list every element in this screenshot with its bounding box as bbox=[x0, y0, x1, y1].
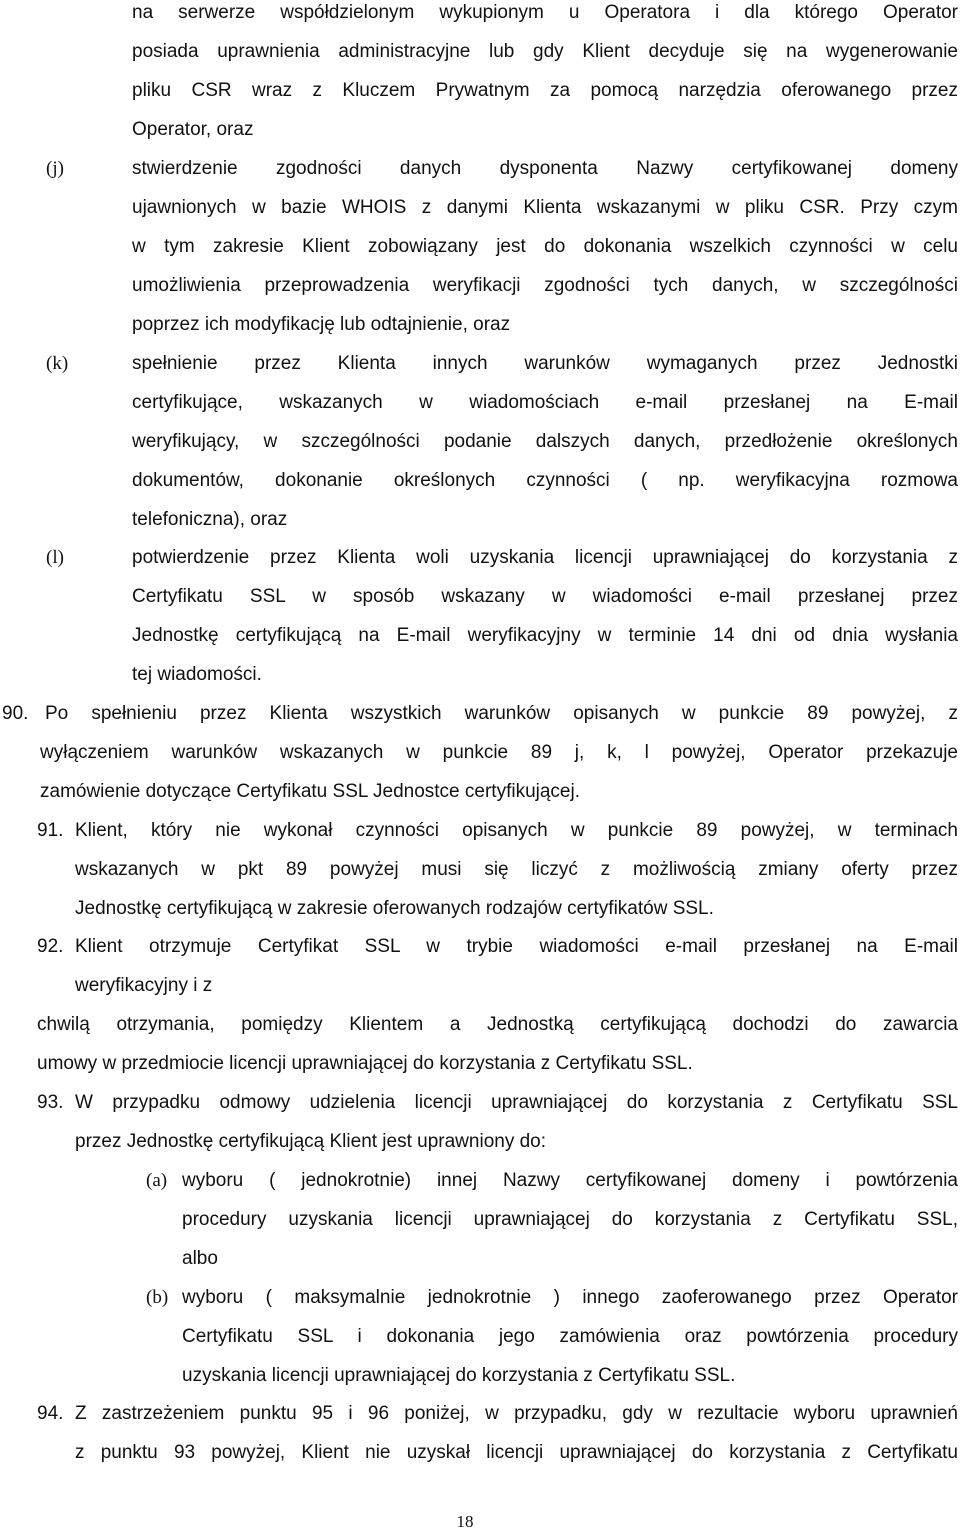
item-label-k: (k) bbox=[46, 353, 69, 374]
text-line: na serwerze współdzielonym wykupionym u Operatora i dla którego Operator bbox=[132, 2, 958, 23]
text-line: z punktu 93 powyżej, Klient nie uzyskał licencji uprawniającej do korzystania z Certyfikatu bbox=[75, 1442, 958, 1463]
text-line: Jednostkę certyfikującą na E-mail weryfikacyjny w terminie 14 dni od dnia wysłania bbox=[132, 625, 958, 646]
text-line: W przypadku odmowy udzielenia licencji uprawniającej do korzystania z Certyfikatu SSL bbox=[75, 1092, 958, 1113]
text-line: poprzez ich modyfikację lub odtajnienie, oraz bbox=[132, 314, 511, 335]
item-label-a: (a) bbox=[146, 1170, 168, 1191]
text-line: w tym zakresie Klient zobowiązany jest do dokonania wszelkich czynności w celu bbox=[132, 236, 958, 257]
text-line: dokumentów, dokonanie określonych czynności ( np. weryfikacyjna rozmowa bbox=[132, 470, 958, 491]
text-line: wskazanych w pkt 89 powyżej musi się liczyć z możliwością zmiany oferty przez bbox=[75, 859, 958, 880]
page-number: 18 bbox=[456, 1512, 474, 1531]
text-line: Klient otrzymuje Certyfikat SSL w trybie wiadomości e-mail przesłanej na E-mail bbox=[75, 936, 958, 957]
text-line: Z zastrzeżeniem punktu 95 i 96 poniżej, w przypadku, gdy w rezultacie wyboru uprawnień bbox=[75, 1403, 958, 1424]
text-line: certyfikujące, wskazanych w wiadomościach e-mail przesłanej na E-mail bbox=[132, 392, 958, 413]
item-label-b: (b) bbox=[146, 1287, 169, 1308]
text-line: spełnienie przez Klienta innych warunków wymaganych przez Jednostki bbox=[132, 353, 958, 374]
text-line: zamówienie dotyczące Certyfikatu SSL Jednostce certyfikującej. bbox=[40, 781, 580, 802]
item-label-j: (j) bbox=[46, 158, 64, 179]
text-line: potwierdzenie przez Klienta woli uzyskania licencji uprawniającej do korzystania z bbox=[132, 547, 958, 568]
text-line: chwilą otrzymania, pomiędzy Klientem a Jednostką certyfikującą dochodzi do zawarcia bbox=[37, 1014, 958, 1035]
text-line: wyboru ( jednokrotnie) innej Nazwy certyfikowanej domeny i powtórzenia bbox=[182, 1170, 958, 1191]
text-line: tej wiadomości. bbox=[132, 664, 262, 685]
text-line: Certyfikatu SSL i dokonania jego zamówienia oraz powtórzenia procedury bbox=[182, 1326, 958, 1347]
text-line: pliku CSR wraz z Kluczem Prywatnym za pomocą narzędzia oferowanego przez bbox=[132, 80, 958, 101]
text-line: telefoniczna), oraz bbox=[132, 509, 288, 530]
text-line: umożliwienia przeprowadzenia weryfikacji zgodności tych danych, w szczególności bbox=[132, 275, 958, 296]
text-line: umowy w przedmiocie licencji uprawniającej do korzystania z Certyfikatu SSL. bbox=[37, 1053, 693, 1074]
text-line: uzyskania licencji uprawniającej do korzystania z Certyfikatu SSL. bbox=[182, 1365, 736, 1386]
text-line: wyłączeniem warunków wskazanych w punkcie 89 j, k, l powyżej, Operator przekazuje bbox=[40, 742, 958, 763]
item-label-93: 93. bbox=[37, 1092, 64, 1113]
text-line: Certyfikatu SSL w sposób wskazany w wiadomości e-mail przesłanej przez bbox=[132, 586, 958, 607]
text-line: ujawnionych w bazie WHOIS z danymi Klienta wskazanymi w pliku CSR. Przy czym bbox=[132, 197, 958, 218]
text-line: Po spełnieniu przez Klienta wszystkich warunków opisanych w punkcie 89 powyżej, z bbox=[45, 703, 958, 724]
text-line: albo bbox=[182, 1248, 218, 1269]
item-label-92: 92. bbox=[37, 936, 64, 957]
text-line: Klient, który nie wykonał czynności opisanych w punkcie 89 powyżej, w terminach bbox=[75, 820, 958, 841]
text-line: wyboru ( maksymalnie jednokrotnie ) innego zaoferowanego przez Operator bbox=[182, 1287, 958, 1308]
text-line: Jednostkę certyfikującą w zakresie oferowanych rodzajów certyfikatów SSL. bbox=[75, 898, 714, 919]
text-line: weryfikujący, w szczególności podanie dalszych danych, przedłożenie określonych bbox=[132, 431, 958, 452]
item-label-91: 91. bbox=[37, 820, 64, 841]
item-label-90: 90. bbox=[2, 703, 29, 724]
item-label-l: (l) bbox=[46, 547, 64, 568]
item-label-94: 94. bbox=[37, 1403, 64, 1424]
text-line: Operator, oraz bbox=[132, 119, 254, 140]
text-line: procedury uzyskania licencji uprawniającej do korzystania z Certyfikatu SSL, bbox=[182, 1209, 958, 1230]
text-line: posiada uprawnienia administracyjne lub gdy Klient decyduje się na wygenerowanie bbox=[132, 41, 958, 62]
text-line: stwierdzenie zgodności danych dysponenta Nazwy certyfikowanej domeny bbox=[132, 158, 958, 179]
text-line: weryfikacyjny i z bbox=[75, 975, 213, 996]
text-line: przez Jednostkę certyfikującą Klient jest uprawniony do: bbox=[75, 1131, 547, 1152]
